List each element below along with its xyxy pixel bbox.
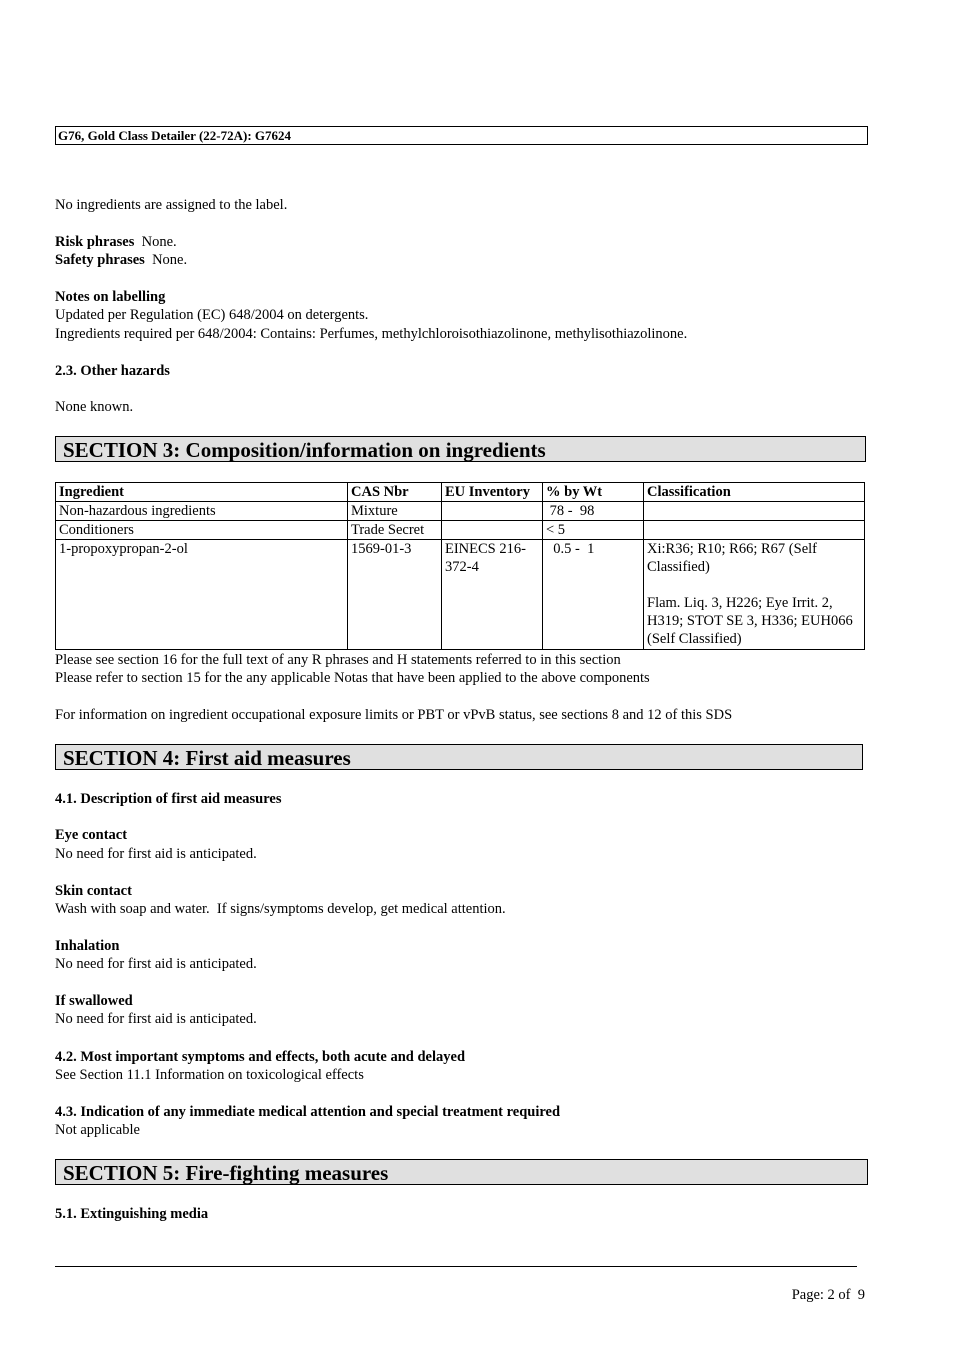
cell-classification [644, 502, 865, 521]
skin-contact-text: Wash with soap and water. If signs/symptoms develop, get medical attention. [55, 901, 506, 917]
footer-divider [55, 1266, 857, 1267]
section3-note-exposure: For information on ingredient occupational exposure limits or PBT or vPvB status, see sections 8 and 12 of this SDS [55, 707, 733, 723]
section4-2-text: See Section 11.1 Information on toxicological effects [55, 1067, 364, 1083]
notes-labelling-line1: Updated per Regulation (EC) 648/2004 on detergents. [55, 307, 369, 323]
cell-wt: < 5 [543, 521, 644, 540]
inhalation-heading: Inhalation [55, 938, 120, 954]
ingredients-table [55, 482, 865, 650]
cell-cas: 1569-01-3 [348, 540, 442, 650]
col-header-cas: CAS Nbr [348, 483, 442, 502]
section4-3-heading: 4.3. Indication of any immediate medical attention and special treatment required [55, 1104, 561, 1120]
risk-phrases-label: Risk phrases [55, 234, 135, 250]
other-hazards-heading: 2.3. Other hazards [55, 363, 170, 379]
section4-title: SECTION 4: First aid measures [55, 744, 863, 770]
cell-ingredient: 1-propoxypropan-2-ol [56, 540, 348, 650]
cell-wt: 78 - 98 [543, 502, 644, 521]
safety-phrases-line [55, 251, 187, 269]
inhalation-text: No need for first aid is anticipated. [55, 956, 257, 972]
skin-contact-heading: Skin contact [55, 883, 132, 899]
other-hazards-text: None known. [55, 399, 134, 415]
section3-note-notas: Please refer to section 15 for the any applicable Notas that have been applied to the above components [55, 670, 650, 686]
section5-title: SECTION 5: Fire-fighting measures [55, 1159, 868, 1185]
cell-cas: Trade Secret [348, 521, 442, 540]
cell-ingredient: Non-hazardous ingredients [56, 502, 348, 521]
product-title-header: G76, Gold Class Detailer (22-72A): G7624 [55, 126, 868, 145]
table-row [56, 521, 865, 540]
eye-contact-heading: Eye contact [55, 827, 128, 843]
if-swallowed-text: No need for first aid is anticipated. [55, 1011, 257, 1027]
cell-ingredient: Conditioners [56, 521, 348, 540]
cell-eu [442, 502, 543, 521]
section3-title: SECTION 3: Composition/information on ingredients [55, 436, 866, 462]
section5-1-heading: 5.1. Extinguishing media [55, 1206, 209, 1222]
page-number: Page: 2 of 9 [791, 1287, 865, 1303]
section4-2-heading: 4.2. Most important symptoms and effects, both acute and delayed [55, 1049, 466, 1065]
cell-cas: Mixture [348, 502, 442, 521]
col-header-classification: Classification [644, 483, 865, 502]
if-swallowed-heading: If swallowed [55, 993, 133, 1009]
table-row [56, 502, 865, 521]
col-header-eu-inventory: EU Inventory [442, 483, 543, 502]
classification-h-statements: Flam. Liq. 3, H226; Eye Irrit. 2, H319; STOT SE 3, H336; EUH066 (Self Classified) [647, 595, 853, 647]
cell-wt: 0.5 - 1 [543, 540, 644, 650]
section4-3-text: Not applicable [55, 1122, 140, 1138]
safety-phrases-label: Safety phrases [55, 252, 145, 268]
table-header-row [56, 483, 865, 502]
notes-labelling-heading: Notes on labelling [55, 289, 166, 305]
section3-note-r-phrases: Please see section 16 for the full text of any R phrases and H statements referred to in this section [55, 652, 621, 668]
col-header-ingredient: Ingredient [56, 483, 348, 502]
safety-phrases-value: None. [152, 252, 188, 268]
notes-labelling-line2: Ingredients required per 648/2004: Contains: Perfumes, methylchloroisothiazolinone, methylisothiazolinone. [55, 326, 688, 342]
cell-classification [644, 521, 865, 540]
classification-r-phrases: Xi:R36; R10; R66; R67 (Self Classified) [647, 541, 817, 575]
cell-eu: EINECS 216-372-4 [442, 540, 543, 650]
cell-eu [442, 521, 543, 540]
eye-contact-text: No need for first aid is anticipated. [55, 846, 257, 862]
cell-classification [644, 540, 865, 650]
no-ingredients-text: No ingredients are assigned to the label. [55, 197, 288, 213]
col-header-wt: % by Wt [543, 483, 644, 502]
section4-1-heading: 4.1. Description of first aid measures [55, 791, 282, 807]
table-row [56, 540, 865, 650]
risk-phrases-value: None. [141, 234, 177, 250]
risk-phrases-line [55, 233, 177, 251]
